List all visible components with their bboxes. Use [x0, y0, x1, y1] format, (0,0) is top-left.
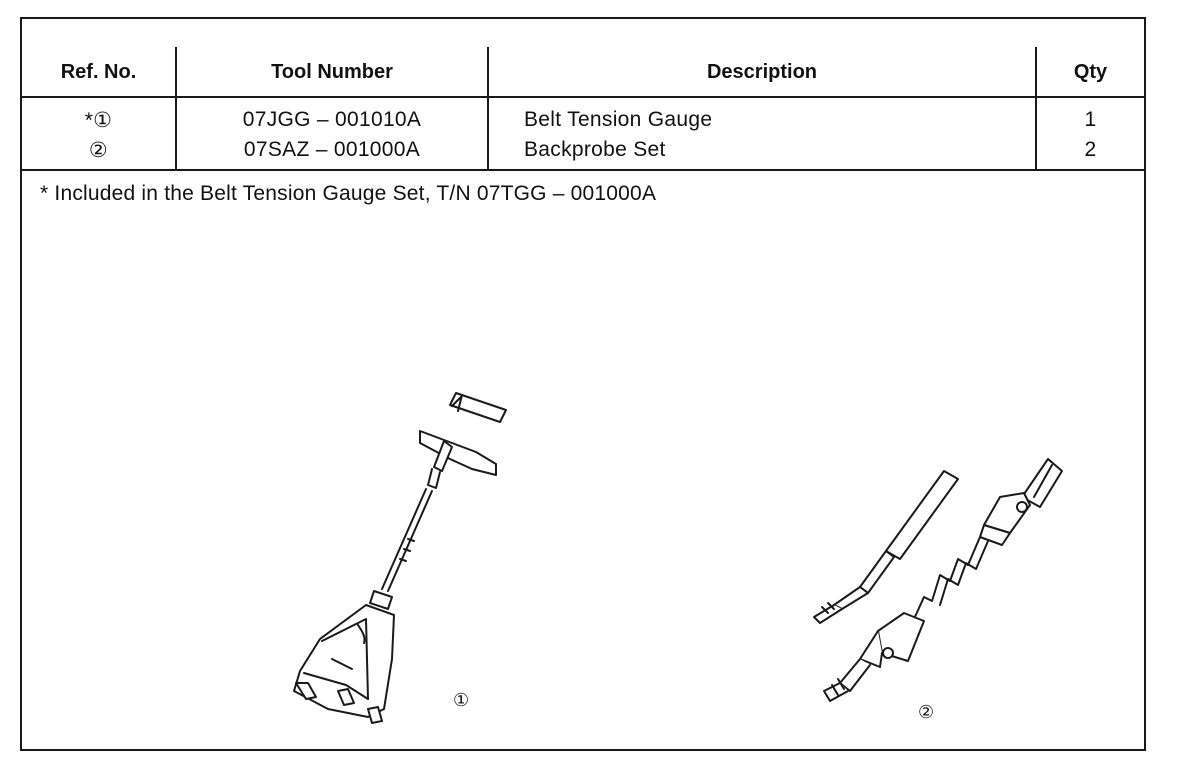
header-tool-number: Tool Number: [271, 61, 393, 83]
belt-tension-gauge-icon: [294, 393, 506, 723]
row-2-description: Backprobe Set: [524, 138, 666, 161]
header-ref-no: Ref. No.: [60, 61, 137, 83]
backprobe-figure-label: ②: [918, 702, 935, 723]
row-1-tool-number: 07JGG – 001010A: [242, 108, 422, 131]
header-qty: Qty: [1073, 61, 1108, 83]
row-2-ref: ②: [88, 139, 109, 162]
tool-chart-frame: [20, 17, 1146, 751]
row-2-qty: 2: [1084, 138, 1097, 161]
gauge-figure-label: ①: [453, 690, 470, 711]
header-description: Description: [706, 61, 818, 83]
row-1-ref: *①: [84, 109, 113, 132]
row-2-tool-number: 07SAZ – 001000A: [243, 138, 421, 161]
tool-illustrations: [22, 19, 1144, 749]
row-1-qty: 1: [1084, 108, 1097, 131]
row-1-description: Belt Tension Gauge: [524, 108, 713, 131]
backprobe-set-icon: [814, 459, 1062, 701]
footnote: * Included in the Belt Tension Gauge Set, T/N 07TGG – 001000A: [40, 182, 657, 205]
